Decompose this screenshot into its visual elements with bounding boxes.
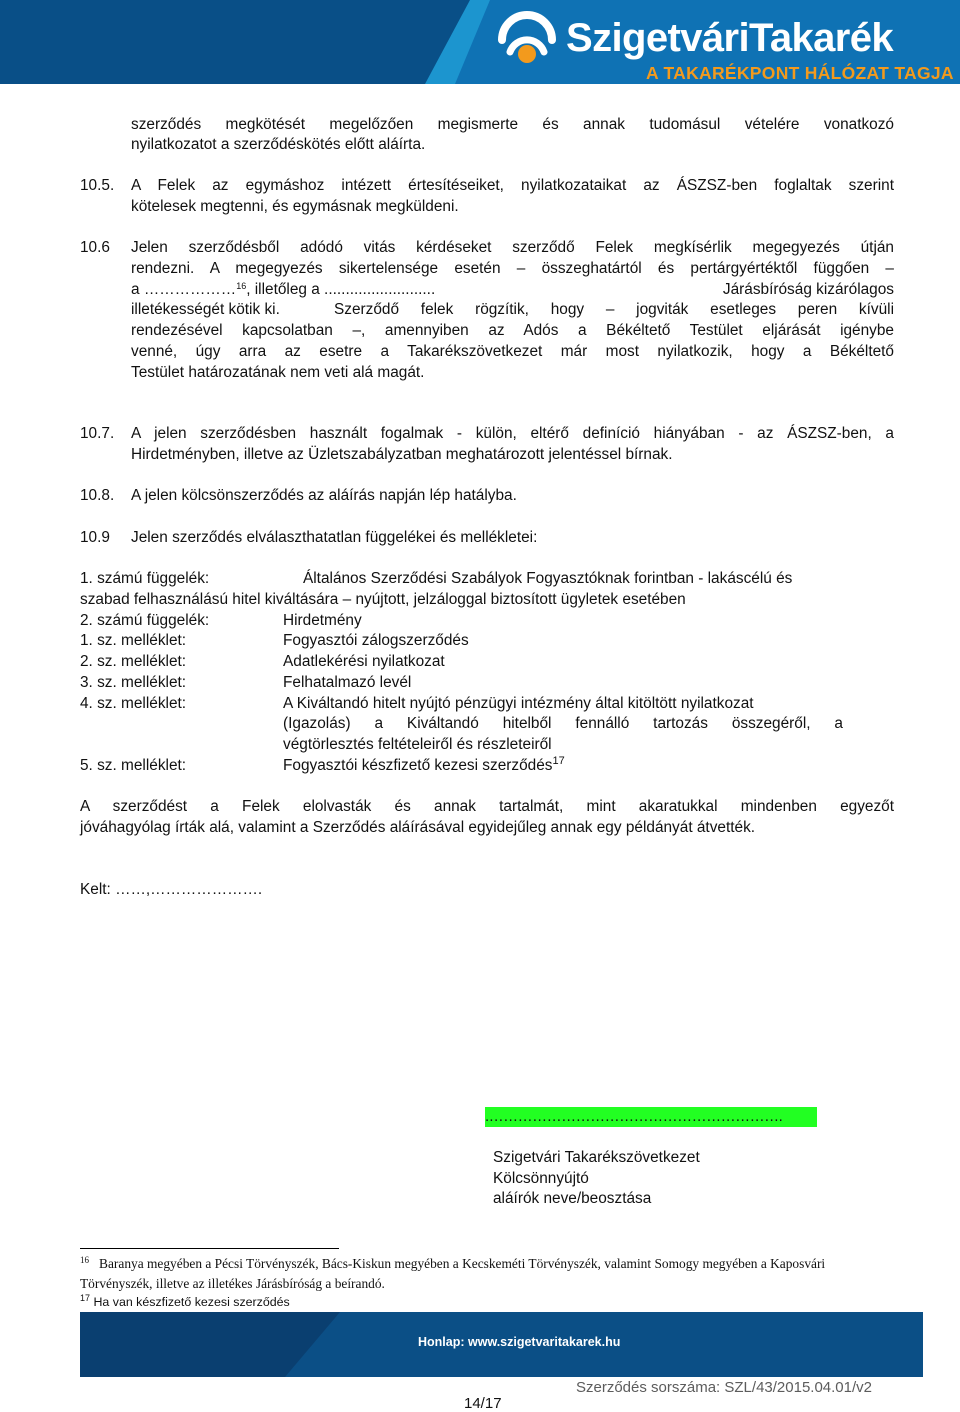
attachment-4-title-line-2: (Igazolás) a Kiváltandó hitelből fennálló tartozás összegéről, a [283, 715, 843, 732]
date-place-line: Kelt: ……,…………………. [80, 881, 263, 898]
section-10-7-line-2: Hirdetményben, illetve az Üzletszabályzatban meghatározott jelentéssel bírnak. [131, 446, 673, 463]
signatory-names-caption: aláírók neve/beosztása [493, 1190, 652, 1207]
attachment-3-label: 3. sz. melléklet: [80, 674, 187, 691]
attachment-2-title: Adatlekérési nyilatkozat [283, 653, 445, 670]
section-10-9-text: Jelen szerződés elválaszthatatlan függelékei és mellékletei: [131, 529, 538, 546]
footer-website-link[interactable]: Honlap: www.szigetvaritakarek.hu [418, 1335, 621, 1349]
section-number-10-5: 10.5. [80, 177, 115, 194]
section-10-8-text: A jelen kölcsönszerződés az aláírás napján lép hatályba. [131, 487, 517, 504]
signatory-role: Kölcsönnyújtó [493, 1170, 589, 1187]
section-10-6-line-4-start: illetékességét kötik ki. [131, 301, 280, 318]
signature-line: .……………………………………………………. [485, 1107, 817, 1127]
section-number-10-9: 10.9 [80, 529, 110, 546]
brand-name: SzigetváriTakarék [566, 16, 894, 60]
attachment-5-title: Fogyasztói készfizető kezesi szerződés$^{17}$ [283, 755, 565, 774]
footnote-ref-17: 17 [552, 755, 565, 767]
attachment-4-label: 4. sz. melléklet: [80, 695, 187, 712]
footer-banner [80, 1312, 923, 1377]
footnote-17: $^{17}$ Ha van készfizető kezesi szerződés [80, 1293, 290, 1309]
footnote-16-line-2: Törvényszék, illetve az illetékes Járásbíróság a beírandó. [80, 1276, 385, 1291]
section-10-6-line-4-end: Szerződő felek rögzítik, hogy – jogviták esetleges peren kívüli [334, 301, 894, 318]
section-10-6-line-6: venné, úgy arra az esetre a Takarékszövetkezet már most nyilatkozik, hogy a Békéltető [131, 343, 894, 360]
section-10-6-line-5: rendezésével kapcsolatban –, amennyiben az Adós a Békéltető Testület eljárását igénybe [131, 322, 894, 339]
annex-2-title: Hirdetmény [283, 612, 362, 629]
section-number-10-7: 10.7. [80, 425, 115, 442]
section-10-6-line-1: Jelen szerződésből adódó vitás kérdéseket szerződő Felek megkísérlik megegyezés útján [131, 239, 894, 256]
attachment-2-label: 2. sz. melléklet: [80, 653, 187, 670]
page-number: 14/17 [464, 1395, 502, 1412]
closing-line-1: A szerződést a Felek elolvasták és annak tartalmát, mint akaratukkal mindenben egyezőt [80, 798, 894, 815]
section-10-6-line-3-end: Járásbíróság kizárólagos [722, 281, 894, 298]
attachment-4-title-line-3: végtörlesztés feltételeiről és részleteiről [283, 736, 552, 753]
section-10-6-line-2: rendezni. A megegyezés sikertelensége esetén – összeghatártól és pertárgyértéktől függően – [131, 260, 894, 277]
attachment-1-label: 1. sz. melléklet: [80, 632, 187, 649]
intro-line-2: nyilatkozatot a szerződéskötés előtt aláírta. [131, 136, 426, 153]
signatory-institution: Szigetvári Takarékszövetkezet [493, 1149, 700, 1166]
section-10-6-line-3-start: a ………………$^{16}$, illetőleg a .......................... [131, 281, 436, 298]
brand-tagline: A TAKARÉKPONT HÁLÓZAT TAGJA [646, 63, 954, 83]
section-10-6-line-7: Testület határozatának nem veti alá magát. [131, 364, 425, 381]
section-10-5-line-2: kötelesek megtenni, és egymásnak megküldeni. [131, 198, 459, 215]
closing-line-2: jóváhagyólag írták alá, valamint a Szerződés aláírásával egyidejűleg annak egy példányát átvették. [80, 819, 756, 836]
attachment-5-label: 5. sz. melléklet: [80, 757, 187, 774]
section-number-10-6: 10.6 [80, 239, 110, 256]
attachment-4-title-line-1: A Kiváltandó hitelt nyújtó pénzügyi intézmény által kitöltött nyilatkozat [283, 695, 754, 712]
annex-1-label: 1. számú függelék: [80, 570, 210, 587]
footnote-ref-16: 16 [236, 281, 247, 291]
section-number-10-8: 10.8. [80, 487, 115, 504]
attachment-1-title: Fogyasztói zálogszerződés [283, 632, 469, 649]
contract-number: Szerződés sorszáma: SZL/43/2015.04.01/v2 [576, 1379, 873, 1396]
footnote-16-line-1: $^{16}$ Baranya megyében a Pécsi Törvényszék, Bács-Kiskun megyében a Kecskeméti Törvényszék, valamint Somogy megyében a Kaposvári [80, 1255, 826, 1271]
section-10-5-line-1: A Felek az egymáshoz intézett értesítéseiket, nyilatkozataikat az ÁSZSZ-ben foglaltak szerint [131, 177, 894, 194]
letterhead-banner [0, 0, 960, 84]
intro-line-1: szerződés megkötését megelőzően megismerte és annak tudomásul vételére vonatkozó [131, 116, 894, 133]
footnote-divider [80, 1248, 339, 1249]
attachment-3-title: Felhatalmazó levél [283, 674, 412, 691]
takarek-logo-icon [494, 10, 560, 70]
section-10-7-line-1: A jelen szerződésben használt fogalmak - külön, eltérő definíció hiányában - az ÁSZSZ-ben, a [131, 425, 894, 442]
annex-2-label: 2. számú függelék: [80, 612, 210, 629]
annex-1-title-line-1: Általános Szerződési Szabályok Fogyasztóknak forintban - lakáscélú és [303, 570, 793, 587]
annex-1-title-line-2: szabad felhasználású hitel kiváltására – nyújtott, jelzáloggal biztosított ügyletek esetében [80, 591, 686, 608]
